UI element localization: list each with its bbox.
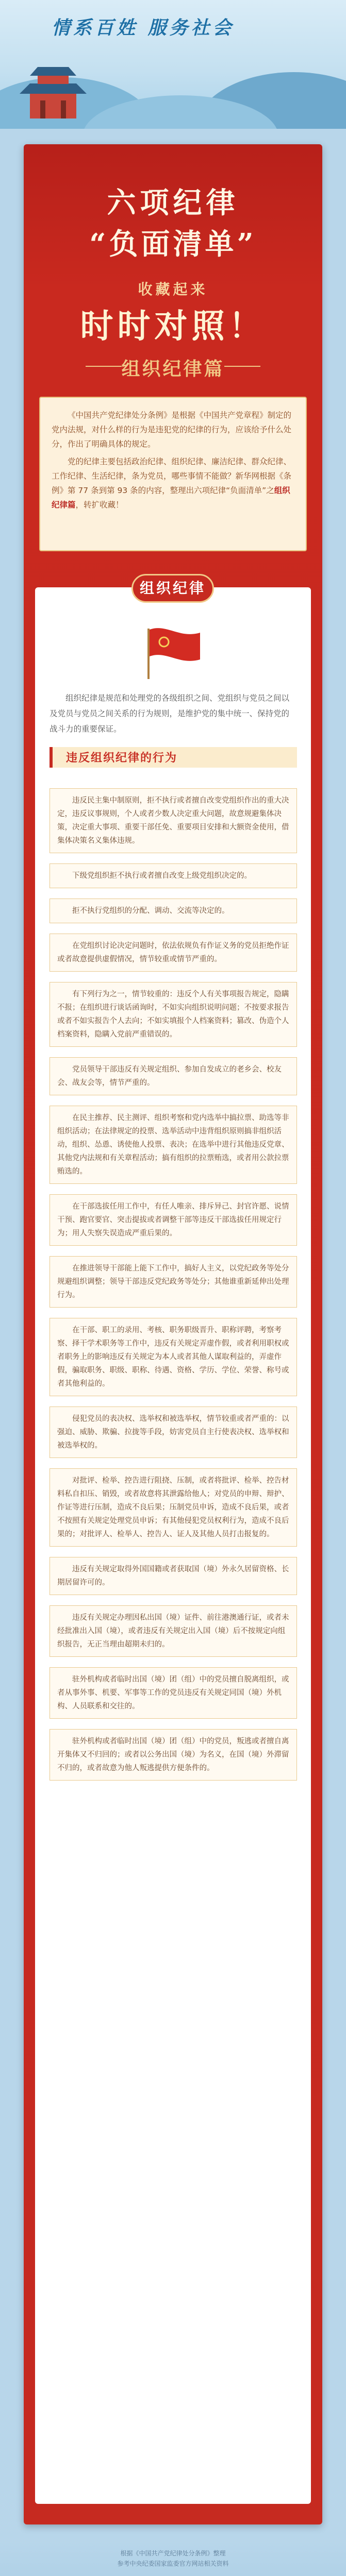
intro-paragraph: 《中国共产党纪律处分条例》是根据《中国共产党章程》制定的党内法规，对什么样的行为是违犯党的纪律的行为，应该给予什么处分，作出了明确具体的规定。 <box>52 411 292 449</box>
top-banner <box>0 0 346 129</box>
violation-list <box>50 788 297 1791</box>
footer-note <box>0 2548 346 2569</box>
footer-note-line: 根据《中国共产党纪律处分条例》整理 <box>120 2550 226 2557</box>
list-item: 侵犯党员的表决权、选举权和被选举权，情节较重或者严重的：以强迫、威胁、欺骗、拉拢等手段，妨害党员自主行使表决权、选举权和被选举权的。 <box>50 1406 297 1458</box>
section-description: 组织纪律是规范和处理党的各级组织之间、党组织与党员之间以及党员与党员之间关系的行为规则，是维护党的集中统一、保持党的战斗力的重要保证。 <box>50 693 290 734</box>
list-item: 拒不执行党组织的分配、调动、交流等决定的。 <box>50 899 297 923</box>
list-item: 违反有关规定取得外国国籍或者获取国（境）外永久居留资格、长期居留许可的。 <box>50 1557 297 1595</box>
section-tag: 组织纪律篇 <box>121 359 225 380</box>
intro-highlight: 组织纪律篇 <box>52 486 290 510</box>
section-header: 组织纪律 <box>131 574 214 603</box>
subtitle-small: 收藏起来 <box>138 281 208 298</box>
intro-box <box>39 397 307 551</box>
intro-text: 党的纪律主要包括政治纪律、组织纪律、廉洁纪律、群众纪律、工作纪律、生活纪律，条为党员，哪些事情不能做？新华网根据《条例》第 77 条到第 93 条的内容，整理出六项纪律“负面清单”之 <box>52 457 292 495</box>
list-item: 违反有关规定办理因私出国（境）证件、前往港澳通行证，或者未经批准出入国（境），或者违反有关规定出入国（境）后不按规定向组织报告，无正当理由超期未归的。 <box>50 1605 297 1657</box>
list-item: 对批评、检举、控告进行阻挠、压制，或者将批评、检举、控告材料私自扣压、销毁，或者故意将其泄露给他人；对党员的申辩、辩护、作证等进行压制，造成不良后果；压制党员申诉，造成不良后果，或者不按照有关规定处理党员申诉；有其他侵犯党员权利行为，造成不良后果的；对批评人、检举人、控告人、证人及其他人员打击报复的。 <box>50 1468 297 1547</box>
list-item: 下级党组织拒不执行或者擅自改变上级党组织决定的。 <box>50 863 297 888</box>
pavilion-icon <box>14 57 92 118</box>
list-item: 在干部选拔任用工作中，有任人唯亲、排斥异己、封官许愿、说情干预、跑官要官、突击提拔或者调整干部等违反干部选拔任用规定行为；用人失察失误造成严重后果的。 <box>50 1194 297 1246</box>
list-item: 在民主推荐、民主测评、组织考察和党内选举中搞拉票、助选等非组织活动；在法律规定的投票、选举活动中违背组织原则搞非组织活动，组织、怂恿、诱使他人投票、表决；在选举中进行其他违反党章、其他党内法规和有关章程活动；搞有组织的拉票贿选，或者用公款拉票贿选的。 <box>50 1106 297 1184</box>
list-item: 驻外机构或者临时出国（境）团（组）中的党员擅自脱离组织，或者从事外事、机要、军事等工作的党员违反有关规定同国（境）外机构、人员联系和交往的。 <box>50 1667 297 1719</box>
page-title-line2: “负面清单” <box>89 227 257 261</box>
party-flag-icon <box>138 623 208 680</box>
list-item: 在党组织讨论决定问题时，依法依规负有作证义务的党员拒绝作证或者故意提供虚假情况，情节较重或情节严重的。 <box>50 934 297 972</box>
subheading: 违反组织纪律的行为 <box>66 752 178 765</box>
list-item: 违反民主集中制原则，拒不执行或者擅自改变党组织作出的重大决定，违反议事规则，个人或者少数人决定重大问题，故意规避集体决策，决定重大事项、重要干部任免、重要项目安排和大额资金使用，借集体决策名义集体违规。 <box>50 788 297 853</box>
subheading-bar <box>50 747 297 768</box>
footer <box>0 2540 346 2576</box>
main-panel <box>24 144 322 2524</box>
page-title-line1: 六项纪律 <box>107 186 239 220</box>
footer-note-line: 参考中央纪委国家监委官方网站相关资料 <box>117 2560 229 2567</box>
list-item: 在干部、职工的录用、考核、职务职级晋升、职称评聘，考察考察、择干学术职务等工作中，违反有关规定弄虚作假，或者利用职权或者职务上的影响违反有关规定为本人或者其他人谋取利益的，弄虚作假，骗取职务、职级、职称、待遇、资格、学历、学位、荣誉、称号或者其他利益的。 <box>50 1318 297 1396</box>
intro-text: ，转扩收藏！ <box>75 500 124 510</box>
list-item: 有下列行为之一，情节较重的：违反个人有关事项报告规定，隐瞒不报；在组织进行谈话函询时，不如实向组织说明问题；不按要求报告或者不如实报告个人去向；不如实填报个人档案资料；篡改、伪造个人档案资料，隐瞒入党前严重错误的。 <box>50 982 297 1047</box>
intro-paragraph <box>52 454 294 512</box>
banner-slogan: 情系百姓 服务社会 <box>52 17 235 39</box>
content-panel <box>35 580 311 2504</box>
list-item: 党员领导干部违反有关规定组织、参加自发成立的老乡会、校友会、战友会等，情节严重的。 <box>50 1057 297 1095</box>
list-item: 驻外机构或者临时出国（境）团（组）中的党员，叛逃或者擅自离开集体又不归回的；或者以公务出国（境）为名义，在国（境）外滞留不归的，或者故意为他人叛逃提供方便条件的。 <box>50 1729 297 1781</box>
subtitle-big: 时时对照！ <box>80 307 266 346</box>
list-item: 在推进领导干部能上能下工作中，搞好人主义，以党纪政务等处分规避组织调整；领导干部违反党纪政务等处分；其他谁重新延伸出处理行为。 <box>50 1256 297 1308</box>
